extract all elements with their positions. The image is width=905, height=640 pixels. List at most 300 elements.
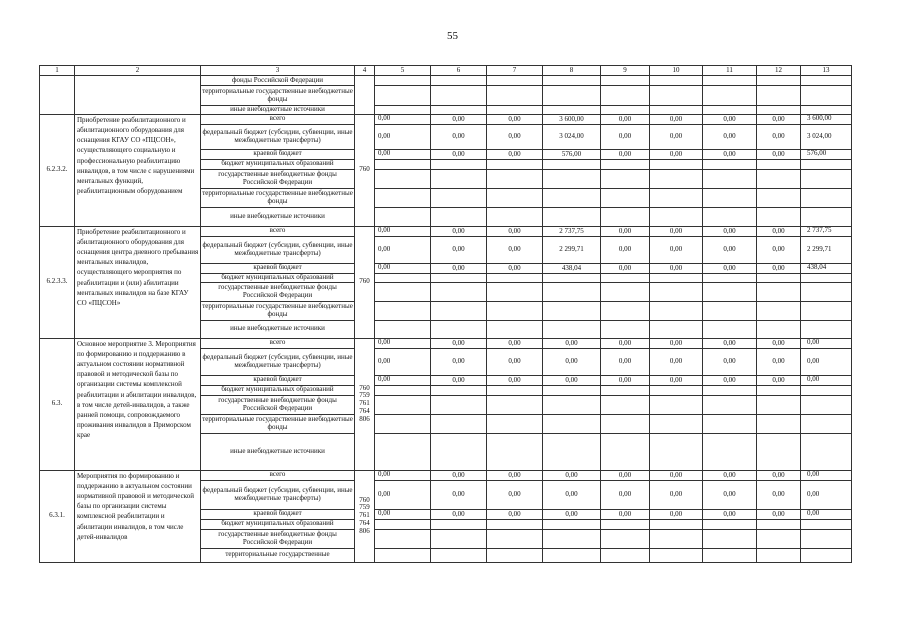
funding-source-cell: федеральный бюджет (субсидии, субвенции, иные межбюджетные трансферты): [201, 348, 355, 375]
funding-source-cell: иные внебюджетные источники: [201, 433, 355, 470]
value-cell: [757, 273, 801, 282]
value-cell: [757, 385, 801, 395]
value-cell: 0,00: [487, 338, 543, 348]
value-cell: [601, 76, 650, 86]
value-cell: [601, 548, 650, 562]
funding-source-cell: государственные внебюджетные фонды Российской Федерации: [201, 395, 355, 414]
budget-code-text: 760 759 761 764 806: [359, 383, 370, 423]
funding-source-cell: территориальные государственные внебюджетные фонды: [201, 86, 355, 106]
value-cell: [801, 385, 852, 395]
value-cell: 0,00: [703, 236, 757, 263]
value-cell: 0,00: [801, 470, 852, 480]
value-cell: [650, 529, 703, 548]
value-cell: 0,00: [375, 114, 431, 124]
value-cell: [801, 273, 852, 282]
value-cell: 0,00: [601, 124, 650, 149]
value-cell: [375, 385, 431, 395]
value-cell: 0,00: [375, 470, 431, 480]
value-cell: [375, 519, 431, 529]
table-row: [40, 226, 852, 236]
value-cell: 0,00: [650, 509, 703, 519]
value-cell: [543, 433, 601, 470]
value-cell: [375, 169, 431, 188]
value-cell: [487, 385, 543, 395]
value-cell: [601, 169, 650, 188]
value-cell: [703, 529, 757, 548]
value-cell: 0,00: [601, 470, 650, 480]
column-header: 6: [431, 66, 487, 76]
column-header: 8: [543, 66, 601, 76]
funding-source-cell: всего: [201, 338, 355, 348]
column-header: 2: [75, 66, 201, 76]
value-cell: 0,00: [375, 348, 431, 375]
value-cell: 0,00: [431, 263, 487, 273]
value-cell: [431, 414, 487, 433]
activity-name-cell: Мероприятия по формированию и поддержанию в актуальном состоянии нормативной правовой и методической базы по организации системы комплексной реабилитации и абилитации инвалидов, в том числе детей-инвалидов: [75, 470, 201, 562]
value-cell: [703, 519, 757, 529]
value-cell: [650, 519, 703, 529]
value-cell: [375, 273, 431, 282]
value-cell: 0,00: [601, 236, 650, 263]
value-cell: [543, 519, 601, 529]
value-cell: [801, 76, 852, 86]
value-cell: [801, 519, 852, 529]
value-cell: [601, 529, 650, 548]
value-cell: [650, 320, 703, 338]
value-cell: [375, 395, 431, 414]
value-cell: [757, 519, 801, 529]
value-cell: [650, 86, 703, 106]
value-cell: [601, 433, 650, 470]
value-cell: 0,00: [650, 124, 703, 149]
value-cell: 0,00: [703, 149, 757, 159]
funding-source-cell: государственные внебюджетные фонды Российской Федерации: [201, 282, 355, 301]
value-cell: 438,04: [543, 263, 601, 273]
value-cell: [431, 301, 487, 320]
value-cell: [757, 159, 801, 169]
value-cell: 3 024,00: [543, 124, 601, 149]
value-cell: 0,00: [375, 338, 431, 348]
value-cell: [487, 433, 543, 470]
funding-source-cell: всего: [201, 226, 355, 236]
value-cell: [487, 519, 543, 529]
value-cell: [543, 320, 601, 338]
column-header: 3: [201, 66, 355, 76]
table-body: [40, 66, 852, 563]
value-cell: [375, 188, 431, 207]
value-cell: [487, 320, 543, 338]
value-cell: 0,00: [431, 338, 487, 348]
value-cell: 0,00: [650, 375, 703, 385]
value-cell: [375, 414, 431, 433]
value-cell: 0,00: [601, 114, 650, 124]
value-cell: [703, 188, 757, 207]
value-cell: 0,00: [650, 226, 703, 236]
value-cell: [375, 529, 431, 548]
value-cell: 0,00: [487, 114, 543, 124]
value-cell: [703, 385, 757, 395]
funding-source-cell: краевой бюджет: [201, 263, 355, 273]
header-row: [40, 66, 852, 76]
value-cell: [601, 395, 650, 414]
budget-code-text: 760: [359, 277, 370, 286]
value-cell: [703, 320, 757, 338]
row-code-cell: 6.2.3.3.: [40, 226, 75, 338]
column-header: 10: [650, 66, 703, 76]
value-cell: [650, 301, 703, 320]
code-cell: [40, 76, 75, 115]
value-cell: [757, 86, 801, 106]
funding-source-cell: краевой бюджет: [201, 509, 355, 519]
funding-source-cell: иные внебюджетные источники: [201, 106, 355, 115]
value-cell: [703, 301, 757, 320]
value-cell: [375, 320, 431, 338]
funding-source-cell: федеральный бюджет (субсидии, субвенции, иные межбюджетные трансферты): [201, 236, 355, 263]
value-cell: [431, 169, 487, 188]
funding-source-cell: иные внебюджетные источники: [201, 320, 355, 338]
value-cell: [801, 169, 852, 188]
activity-name-cell: Основное мероприятие 3. Мероприятия по формированию и поддержанию в актуальном состоянии нормативной правовой и методической базы по организации системы комплексной реабилитации и абилитации инвалидов, в том числе детей-инвалидов, а также ранней помощи, сопровождаемого проживания инвалидов в Приморском крае: [75, 338, 201, 470]
value-cell: 0,00: [801, 509, 852, 519]
value-cell: 0,00: [601, 348, 650, 375]
value-cell: [801, 320, 852, 338]
value-cell: 0,00: [650, 348, 703, 375]
value-cell: [375, 282, 431, 301]
value-cell: 0,00: [703, 124, 757, 149]
funding-source-cell: иные внебюджетные источники: [201, 207, 355, 226]
value-cell: [650, 188, 703, 207]
value-cell: 0,00: [431, 509, 487, 519]
budget-code-cell: [355, 114, 375, 226]
value-cell: 3 600,00: [801, 114, 852, 124]
value-cell: [757, 106, 801, 115]
value-cell: 0,00: [431, 149, 487, 159]
funding-source-cell: бюджет муниципальных образований: [201, 159, 355, 169]
value-cell: 0,00: [801, 480, 852, 509]
funding-source-cell: всего: [201, 114, 355, 124]
value-cell: [487, 395, 543, 414]
value-cell: [431, 519, 487, 529]
value-cell: 438,04: [801, 263, 852, 273]
value-cell: [431, 188, 487, 207]
value-cell: [801, 548, 852, 562]
value-cell: [650, 282, 703, 301]
value-cell: [431, 548, 487, 562]
value-cell: [375, 433, 431, 470]
value-cell: [431, 106, 487, 115]
value-cell: 0,00: [601, 509, 650, 519]
value-cell: 0,00: [601, 338, 650, 348]
value-cell: [757, 433, 801, 470]
value-cell: [801, 433, 852, 470]
value-cell: 0,00: [487, 124, 543, 149]
value-cell: [431, 207, 487, 226]
activity-name-cell: Приобретение реабилитационного и абилитационного оборудования для оснащения центра дневного пребывания ментальных инвалидов, осуществляющего мероприятия по реабилитации и (или) абилитации ментальных инвалидов на базе КГАУ СО «ПЦСОН»: [75, 226, 201, 338]
value-cell: [431, 86, 487, 106]
value-cell: 0,00: [375, 375, 431, 385]
value-cell: [757, 169, 801, 188]
funding-source-cell: территориальные государственные внебюджетные фонды: [201, 414, 355, 433]
budget-code-cell: [355, 226, 375, 338]
value-cell: 2 299,71: [543, 236, 601, 263]
value-cell: 0,00: [757, 124, 801, 149]
value-cell: 3 600,00: [543, 114, 601, 124]
value-cell: 0,00: [601, 480, 650, 509]
value-cell: 0,00: [650, 470, 703, 480]
value-cell: 0,00: [431, 470, 487, 480]
value-cell: 0,00: [650, 263, 703, 273]
value-cell: 0,00: [650, 236, 703, 263]
value-cell: [543, 76, 601, 86]
value-cell: 0,00: [757, 236, 801, 263]
value-cell: [757, 188, 801, 207]
value-cell: [375, 548, 431, 562]
value-cell: 0,00: [601, 375, 650, 385]
value-cell: 0,00: [375, 149, 431, 159]
value-cell: 0,00: [487, 226, 543, 236]
value-cell: 0,00: [757, 509, 801, 519]
funding-source-cell: территориальные государственные: [201, 548, 355, 562]
value-cell: [650, 414, 703, 433]
value-cell: [601, 519, 650, 529]
value-cell: [487, 169, 543, 188]
value-cell: [801, 414, 852, 433]
value-cell: [650, 207, 703, 226]
value-cell: 0,00: [431, 348, 487, 375]
value-cell: [801, 282, 852, 301]
funding-source-cell: краевой бюджет: [201, 375, 355, 385]
funding-source-cell: бюджет муниципальных образований: [201, 273, 355, 282]
value-cell: [801, 86, 852, 106]
value-cell: 2 299,71: [801, 236, 852, 263]
value-cell: [757, 76, 801, 86]
column-header: 11: [703, 66, 757, 76]
value-cell: [487, 188, 543, 207]
value-cell: [757, 414, 801, 433]
value-cell: [543, 385, 601, 395]
value-cell: 0,00: [703, 509, 757, 519]
value-cell: 0,00: [757, 149, 801, 159]
value-cell: [543, 414, 601, 433]
value-cell: [757, 548, 801, 562]
value-cell: [703, 106, 757, 115]
value-cell: 0,00: [757, 480, 801, 509]
funding-source-cell: государственные внебюджетные фонды Российской Федерации: [201, 169, 355, 188]
value-cell: [757, 207, 801, 226]
value-cell: [601, 282, 650, 301]
value-cell: 0,00: [601, 149, 650, 159]
value-cell: [801, 207, 852, 226]
funding-source-cell: федеральный бюджет (субсидии, субвенции, иные межбюджетные трансферты): [201, 480, 355, 509]
value-cell: 0,00: [375, 480, 431, 509]
value-cell: [703, 282, 757, 301]
value-cell: [543, 301, 601, 320]
value-cell: 0,00: [487, 236, 543, 263]
value-cell: 0,00: [487, 509, 543, 519]
value-cell: [375, 207, 431, 226]
value-cell: [375, 106, 431, 115]
value-cell: [431, 395, 487, 414]
value-cell: 0,00: [487, 375, 543, 385]
value-cell: [650, 433, 703, 470]
value-cell: 0,00: [543, 470, 601, 480]
name-cell: [75, 76, 201, 115]
value-cell: [703, 86, 757, 106]
value-cell: [431, 273, 487, 282]
table-row: [40, 338, 852, 348]
value-cell: 0,00: [801, 375, 852, 385]
value-cell: 0,00: [375, 509, 431, 519]
value-cell: [757, 395, 801, 414]
value-cell: 0,00: [543, 338, 601, 348]
value-cell: [601, 106, 650, 115]
budget-code-text: 760: [359, 165, 370, 174]
value-cell: 0,00: [650, 338, 703, 348]
value-cell: 0,00: [543, 348, 601, 375]
value-cell: 0,00: [375, 236, 431, 263]
value-cell: [601, 273, 650, 282]
value-cell: [487, 273, 543, 282]
value-cell: [543, 207, 601, 226]
budget-code-text: 760 759 761 764 806: [359, 495, 370, 535]
value-cell: 0,00: [543, 480, 601, 509]
value-cell: [601, 385, 650, 395]
value-cell: [703, 169, 757, 188]
value-cell: [487, 207, 543, 226]
table-row: [40, 114, 852, 124]
value-cell: 0,00: [431, 236, 487, 263]
funding-source-cell: всего: [201, 470, 355, 480]
column-header: 4: [355, 66, 375, 76]
value-cell: [543, 106, 601, 115]
value-cell: 0,00: [650, 149, 703, 159]
value-cell: 0,00: [487, 263, 543, 273]
value-cell: 0,00: [703, 114, 757, 124]
value-cell: [703, 395, 757, 414]
value-cell: [431, 529, 487, 548]
value-cell: 0,00: [757, 226, 801, 236]
value-cell: 0,00: [487, 480, 543, 509]
value-cell: [487, 86, 543, 106]
page-number: 55: [447, 30, 458, 42]
row-code-cell: 6.3.1.: [40, 470, 75, 562]
value-cell: [650, 169, 703, 188]
budget-table: [39, 65, 852, 563]
value-cell: 0,00: [801, 338, 852, 348]
value-cell: 3 024,00: [801, 124, 852, 149]
value-cell: [757, 282, 801, 301]
value-cell: 0,00: [703, 348, 757, 375]
value-cell: 576,00: [543, 149, 601, 159]
funding-source-cell: бюджет муниципальных образований: [201, 519, 355, 529]
value-cell: [543, 395, 601, 414]
value-cell: [487, 529, 543, 548]
column-header: 13: [801, 66, 852, 76]
value-cell: 2 737,75: [801, 226, 852, 236]
value-cell: [543, 548, 601, 562]
value-cell: 576,00: [801, 149, 852, 159]
funding-source-cell: федеральный бюджет (субсидии, субвенции, иные межбюджетные трансферты): [201, 124, 355, 149]
funding-source-cell: территориальные государственные внебюджетные фонды: [201, 188, 355, 207]
value-cell: [487, 76, 543, 86]
value-cell: [801, 106, 852, 115]
value-cell: 0,00: [703, 338, 757, 348]
value-cell: 0,00: [650, 480, 703, 509]
value-cell: 0,00: [431, 124, 487, 149]
value-cell: 0,00: [703, 375, 757, 385]
value-cell: [543, 159, 601, 169]
value-cell: [487, 106, 543, 115]
value-cell: [703, 273, 757, 282]
value-cell: [431, 76, 487, 86]
value-cell: [757, 301, 801, 320]
value-cell: [487, 159, 543, 169]
value-cell: [703, 548, 757, 562]
value-cell: 0,00: [703, 470, 757, 480]
table-row: [40, 76, 852, 86]
value-cell: [801, 159, 852, 169]
activity-name-cell: Приобретение реабилитационного и абилитационного оборудования для оснащения КГАУ СО «ПЦСОН», осуществляющего социальную и профессиональную реабилитацию инвалидов, в том числе с нарушениями ментальных функций, реабилитационным оборудованием: [75, 114, 201, 226]
value-cell: [375, 76, 431, 86]
value-cell: [650, 273, 703, 282]
value-cell: [801, 301, 852, 320]
value-cell: [703, 159, 757, 169]
value-cell: 0,00: [801, 348, 852, 375]
value-cell: [375, 159, 431, 169]
column-header: 12: [757, 66, 801, 76]
value-cell: 0,00: [375, 226, 431, 236]
value-cell: [801, 188, 852, 207]
value-cell: 0,00: [703, 263, 757, 273]
value-cell: 0,00: [757, 348, 801, 375]
budget-code-cell: [355, 338, 375, 470]
value-cell: [431, 320, 487, 338]
value-cell: 0,00: [601, 263, 650, 273]
value-cell: [703, 414, 757, 433]
value-cell: [757, 320, 801, 338]
value-cell: [601, 414, 650, 433]
value-cell: [601, 188, 650, 207]
value-cell: [801, 395, 852, 414]
value-cell: 0,00: [757, 470, 801, 480]
funding-source-cell: краевой бюджет: [201, 149, 355, 159]
table-row: [40, 470, 852, 480]
value-cell: [650, 385, 703, 395]
value-cell: [431, 159, 487, 169]
value-cell: 0,00: [487, 348, 543, 375]
value-cell: [601, 207, 650, 226]
value-cell: [543, 169, 601, 188]
value-cell: 0,00: [757, 114, 801, 124]
value-cell: [650, 76, 703, 86]
value-cell: [487, 301, 543, 320]
value-cell: [703, 76, 757, 86]
column-header: 9: [601, 66, 650, 76]
value-cell: [650, 106, 703, 115]
value-cell: 0,00: [703, 480, 757, 509]
value-cell: [601, 159, 650, 169]
value-cell: [757, 529, 801, 548]
funding-source-cell: фонды Российской Федерации: [201, 76, 355, 86]
value-cell: [431, 385, 487, 395]
budget-code-cell: [355, 470, 375, 562]
value-cell: 0,00: [757, 338, 801, 348]
value-cell: 0,00: [703, 226, 757, 236]
value-cell: [650, 548, 703, 562]
value-cell: [703, 207, 757, 226]
value-cell: [543, 282, 601, 301]
value-cell: [543, 273, 601, 282]
